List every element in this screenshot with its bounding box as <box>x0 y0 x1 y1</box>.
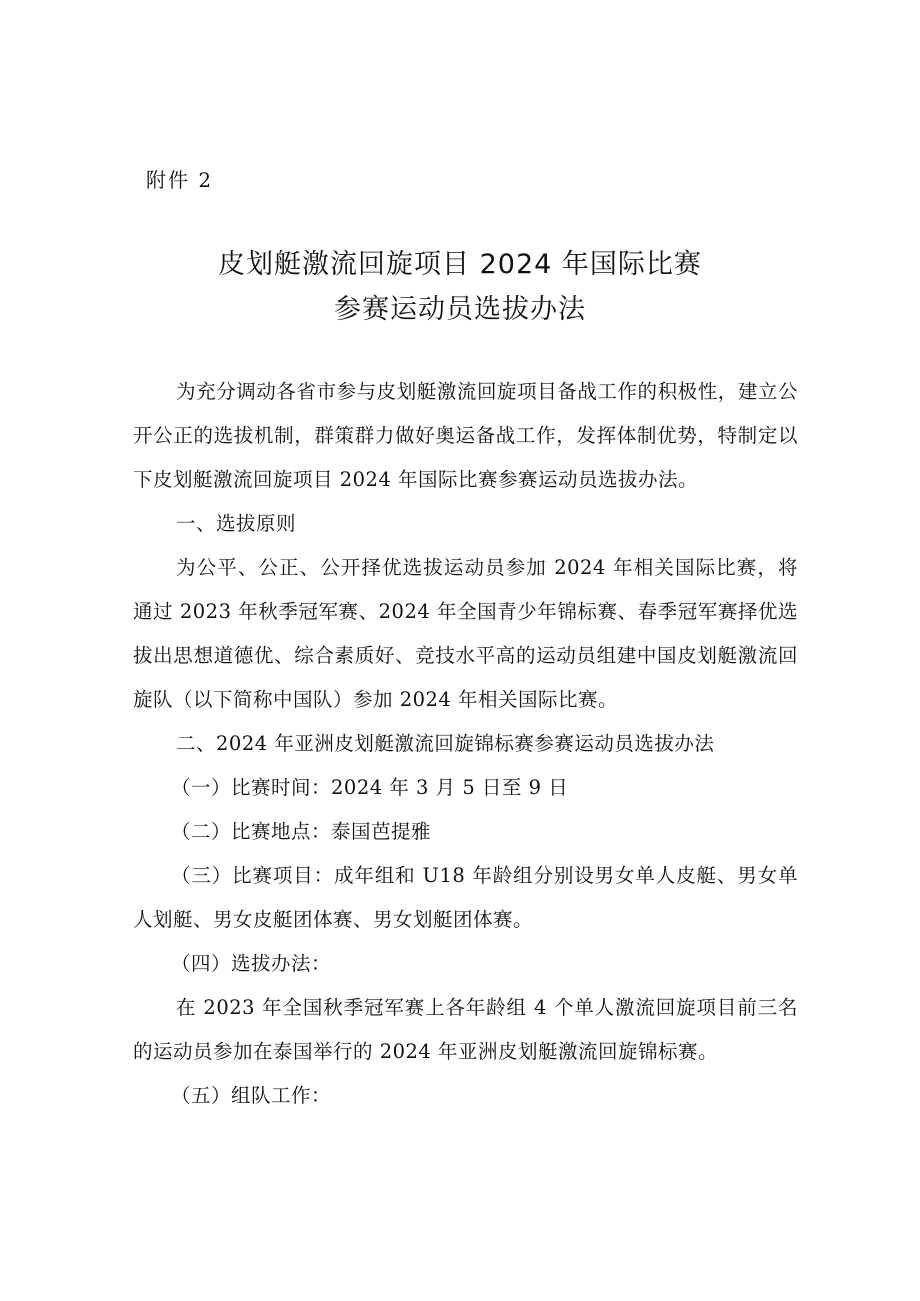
section-heading-asian-championship: 二、2024 年亚洲皮划艇激流回旋锦标赛参赛运动员选拔办法 <box>176 732 715 755</box>
section-heading-principles: 一、选拔原则 <box>176 512 297 535</box>
item-competition-venue: （二）比赛地点：泰国芭提雅 <box>171 820 432 843</box>
principles-paragraph: 为公平、公正、公开择优选拔运动员参加 2024 年相关国际比赛，将通过 2023 年秋季冠军赛、2024 年全国青少年锦标赛、春季冠军赛择优选拔出思想道德优、综合素质好、竞技水平高的运动员组建中国皮划艇激流回旋队（以下简称中国队）参加 2024 年相关国际比赛。 <box>133 556 798 711</box>
intro-paragraph: 为充分调动各省市参与皮划艇激流回旋项目备战工作的积极性，建立公开公正的选拔机制，群策群力做好奥运备战工作，发挥体制优势，特制定以下皮划艇激流回旋项目 2024 年国际比赛参赛运动员选拔办法。 <box>133 380 798 491</box>
document-body <box>133 370 798 1118</box>
document-title-line-2: 参赛运动员选拔办法 <box>334 294 586 325</box>
item-competition-time: （一）比赛时间：2024 年 3 月 5 日至 9 日 <box>171 776 569 799</box>
item-selection-method: （四）选拔办法： <box>171 952 332 975</box>
document-title-line-1: 皮划艇激流回旋项目 2024 年国际比赛 <box>218 249 702 280</box>
attachment-label: 附件 2 <box>146 168 214 192</box>
selection-method-paragraph: 在 2023 年全国秋季冠军赛上各年龄组 4 个单人激流回旋项目前三名的运动员参加在泰国举行的 2024 年亚洲皮划艇激流回旋锦标赛。 <box>133 996 798 1063</box>
item-competition-events: （三）比赛项目：成年组和 U18 年龄组分别设男女单人皮艇、男女单人划艇、男女皮艇团体赛、男女划艇团体赛。 <box>133 864 798 931</box>
item-team-formation: （五）组队工作： <box>171 1084 332 1107</box>
